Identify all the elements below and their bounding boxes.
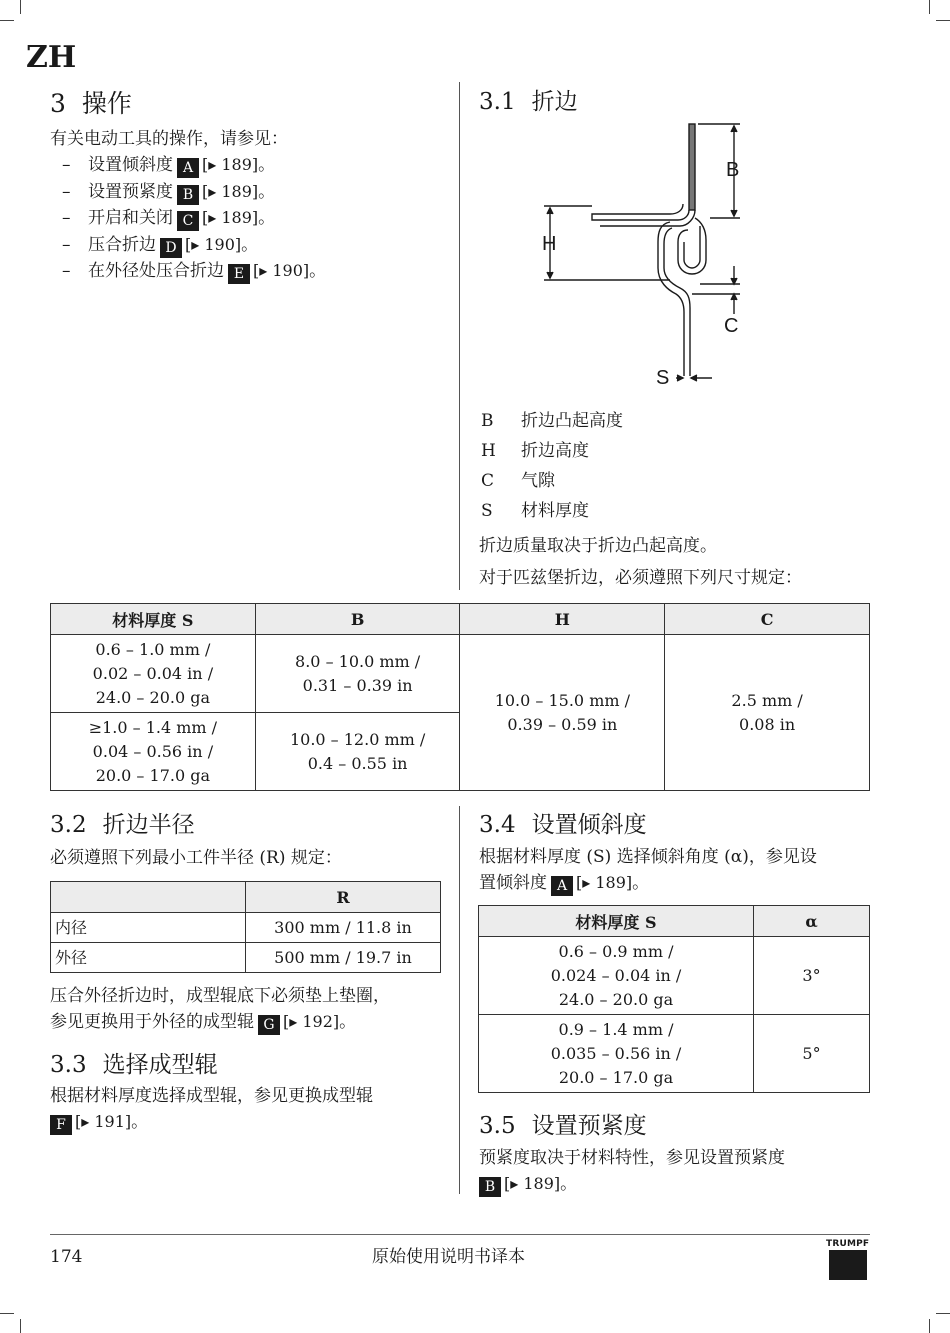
legend-row	[481, 436, 623, 466]
key-badge: A	[551, 876, 573, 896]
cell-line: 10.0 – 12.0 mm /	[289, 729, 426, 749]
table-row	[479, 937, 870, 1015]
cell-line: 0.04 – 0.56 in /	[92, 741, 214, 761]
section-number: 3.2	[50, 812, 87, 838]
paragraph-line	[479, 870, 817, 896]
paragraph-line: 压合外径折边时，成型辊底下必须垫上垫圈，	[50, 986, 390, 1006]
table-header-row	[51, 604, 870, 635]
page-reference-link[interactable]: [▸ 189]	[202, 208, 259, 227]
table-cell	[665, 635, 870, 791]
paragraph-line	[479, 1171, 785, 1197]
key-badge: B	[479, 1177, 501, 1197]
section-3-3-paragraph	[50, 1084, 373, 1135]
paragraph-text: 置倾斜度	[479, 873, 547, 893]
key-badge: D	[160, 238, 182, 258]
crop-mark	[936, 20, 950, 21]
table-cell: 3°	[754, 937, 870, 1015]
table-cell: 500 mm / 19.7 in	[246, 943, 441, 973]
list-item-end: 。	[258, 155, 276, 175]
legend-key: S	[481, 501, 493, 521]
page-reference-link[interactable]: [▸ 189]	[576, 873, 633, 892]
list-dash: –	[62, 181, 71, 202]
cell-line: 0.08 in	[739, 714, 796, 734]
section-3-1-paragraph-2: 对于匹兹堡折边，必须遵照下列尺寸规定：	[479, 568, 802, 588]
list-item-end: 。	[258, 208, 276, 228]
list-dash: –	[62, 234, 71, 255]
page-number: 174	[50, 1247, 83, 1267]
cell-line: 0.02 – 0.04 in /	[92, 663, 214, 683]
list-item	[62, 232, 326, 259]
list-item-text: 压合折边	[88, 234, 156, 255]
table-header-row	[479, 906, 870, 937]
crop-mark	[936, 1313, 950, 1314]
list-item-end: 。	[241, 234, 259, 255]
section-3-5-paragraph	[479, 1146, 785, 1197]
cell-line: 0.4 – 0.55 in	[307, 753, 408, 773]
legend-value: 折边高度	[521, 441, 589, 461]
radius-table	[50, 881, 441, 973]
page-reference-link[interactable]: [▸ 190]	[185, 234, 242, 254]
legend-value: 气隙	[521, 471, 555, 491]
table-header-row	[51, 882, 441, 913]
crop-mark	[0, 20, 14, 21]
section-3-heading	[50, 84, 132, 120]
list-dash: –	[62, 261, 71, 281]
table-cell	[51, 713, 256, 791]
cell-line: 20.0 – 17.0 ga	[95, 765, 211, 785]
table-row	[51, 635, 870, 713]
table-row	[51, 913, 441, 943]
key-badge: B	[177, 185, 199, 205]
legend-key: H	[481, 441, 496, 461]
hem-outer-curve	[600, 210, 695, 226]
crop-mark	[929, 1319, 930, 1333]
operation-list	[62, 152, 326, 285]
table-cell	[479, 1015, 754, 1093]
paragraph-line	[50, 1109, 373, 1135]
paragraph-end: 。	[339, 1012, 357, 1032]
lower-sheet	[664, 228, 690, 376]
cell-line: 0.6 – 1.0 mm /	[95, 639, 211, 659]
section-number: 3	[50, 89, 66, 118]
cell-line: 0.035 – 0.56 in /	[550, 1043, 682, 1063]
list-item-end: 。	[258, 181, 276, 202]
table-cell	[479, 937, 754, 1015]
upper-sheet	[689, 124, 695, 210]
cell-line: 24.0 – 20.0 ga	[95, 687, 211, 707]
table-cell: 5°	[754, 1015, 870, 1093]
diagram-label-c: C	[724, 315, 739, 337]
diagram-label-b: B	[726, 159, 740, 181]
section-number: 3.3	[50, 1052, 87, 1078]
language-code: ZH	[26, 40, 77, 75]
page-reference-link[interactable]: [▸ 190]	[253, 261, 310, 280]
legend-key: B	[481, 411, 494, 431]
crop-mark	[20, 0, 21, 14]
paragraph-end: 。	[560, 1174, 578, 1194]
brand-logo-icon	[829, 1250, 867, 1280]
section-3-2-intro: 必须遵照下列最小工件半径 (R) 规定：	[50, 848, 342, 868]
cell-line: 0.6 – 0.9 mm /	[558, 941, 674, 961]
section-number: 3.1	[479, 89, 516, 115]
section-3-2-paragraph	[50, 984, 390, 1035]
legend-value: 材料厚度	[521, 501, 589, 521]
cell-line: 0.024 – 0.04 in /	[550, 965, 682, 985]
paragraph-line: 预紧度取决于材料特性，参见设置预紧度	[479, 1148, 785, 1168]
cell-line: 24.0 – 20.0 ga	[558, 989, 674, 1009]
page-reference-link[interactable]: [▸ 191]	[75, 1112, 132, 1131]
list-item-text: 开启和关闭	[88, 208, 173, 228]
paragraph-line	[50, 1009, 390, 1035]
page-reference-link[interactable]: [▸ 192]	[283, 1012, 340, 1031]
key-badge: C	[177, 211, 199, 231]
key-badge: G	[258, 1015, 280, 1035]
column-header: H	[460, 604, 665, 635]
hem-dimension-table	[50, 603, 870, 791]
brand-logo-text: TRUMPF	[826, 1239, 870, 1249]
diagram-label-s: S	[656, 367, 670, 389]
footer-title: 原始使用说明书译本	[372, 1247, 525, 1267]
hem-fold-inner	[684, 226, 700, 268]
key-badge: A	[177, 158, 199, 178]
section-title: 设置预紧度	[531, 1113, 647, 1139]
cell-line: 2.5 mm /	[731, 690, 803, 710]
section-title: 折边	[531, 89, 578, 115]
column-header: 材料厚度 S	[479, 906, 754, 937]
page-reference-link[interactable]: [▸ 189]	[202, 181, 259, 201]
paragraph-end: 。	[632, 873, 650, 893]
section-3-3-heading	[50, 1046, 218, 1079]
section-title: 操作	[81, 89, 132, 118]
table-cell: 外径	[51, 943, 246, 973]
legend-row	[481, 466, 623, 496]
page-reference-link[interactable]: [▸ 189]	[202, 155, 259, 174]
list-item-text: 设置预紧度	[88, 181, 173, 202]
section-title: 选择成型辊	[102, 1052, 218, 1078]
cell-line: 0.9 – 1.4 mm /	[558, 1019, 674, 1039]
list-dash: –	[62, 208, 71, 228]
column-header: C	[665, 604, 870, 635]
cell-line: 0.31 – 0.39 in	[302, 675, 413, 695]
cell-line: 10.0 – 15.0 mm /	[494, 690, 631, 710]
list-item-end: 。	[309, 261, 327, 281]
section-title: 设置倾斜度	[531, 812, 647, 838]
section-number: 3.5	[479, 1113, 516, 1139]
table-row	[479, 1015, 870, 1093]
paragraph-text: 参见更换用于外径的成型辊	[50, 1012, 254, 1032]
diagram-label-h: H	[542, 233, 557, 255]
section-3-2-heading	[50, 806, 195, 839]
list-item	[62, 205, 326, 232]
table-cell	[460, 635, 665, 791]
legend-row	[481, 496, 623, 526]
column-header: 材料厚度 S	[51, 604, 256, 635]
table-cell: 300 mm / 11.8 in	[246, 913, 441, 943]
paragraph-end: 。	[131, 1112, 149, 1132]
crop-mark	[929, 0, 930, 14]
section-3-1-paragraph-1: 折边质量取决于折边凸起高度。	[479, 536, 717, 556]
column-header	[51, 882, 246, 913]
list-item	[62, 179, 326, 206]
list-dash: –	[62, 155, 71, 175]
footer-divider	[50, 1234, 870, 1235]
crop-mark	[0, 1313, 14, 1314]
section-3-5-heading	[479, 1107, 647, 1140]
legend-value: 折边凸起高度	[521, 411, 623, 431]
hem-diagram	[540, 118, 760, 393]
column-header: B	[255, 604, 460, 635]
paragraph-line: 根据材料厚度 (S) 选择倾斜角度 (α)，参见设	[479, 847, 817, 867]
cell-line: ≥1.0 – 1.4 mm /	[88, 717, 218, 737]
section-title: 折边半径	[102, 812, 195, 838]
cell-line: 0.39 – 0.59 in	[507, 714, 618, 734]
page-reference-link[interactable]: [▸ 189]	[504, 1174, 561, 1193]
column-header: R	[246, 882, 441, 913]
legend-key: C	[481, 471, 495, 491]
cell-line: 20.0 – 17.0 ga	[558, 1067, 674, 1087]
key-badge: E	[228, 264, 250, 284]
table-cell: 内径	[51, 913, 246, 943]
table-cell	[255, 713, 460, 791]
column-header: α	[754, 906, 870, 937]
list-item-text: 设置倾斜度	[88, 155, 173, 175]
column-divider	[459, 82, 460, 590]
list-item-text: 在外径处压合折边	[88, 261, 224, 281]
table-cell	[51, 635, 256, 713]
hem-inner-curve	[592, 204, 689, 220]
list-item	[62, 152, 326, 179]
legend-row	[481, 406, 623, 436]
section-3-intro: 有关电动工具的操作，请参见：	[50, 129, 288, 149]
section-3-1-heading	[479, 83, 578, 116]
column-divider	[459, 806, 460, 1194]
key-badge: F	[50, 1115, 72, 1135]
cell-line: 8.0 – 10.0 mm /	[295, 651, 421, 671]
table-cell	[255, 635, 460, 713]
section-number: 3.4	[479, 812, 516, 838]
lower-sheet-inner	[658, 222, 684, 376]
diagram-legend	[481, 406, 623, 526]
paragraph-line: 根据材料厚度选择成型辊，参见更换成型辊	[50, 1086, 373, 1106]
list-item	[62, 258, 326, 285]
section-3-4-paragraph	[479, 845, 817, 896]
crop-mark	[20, 1319, 21, 1333]
table-row	[51, 943, 441, 973]
angle-table	[478, 905, 870, 1093]
section-3-4-heading	[479, 806, 647, 839]
